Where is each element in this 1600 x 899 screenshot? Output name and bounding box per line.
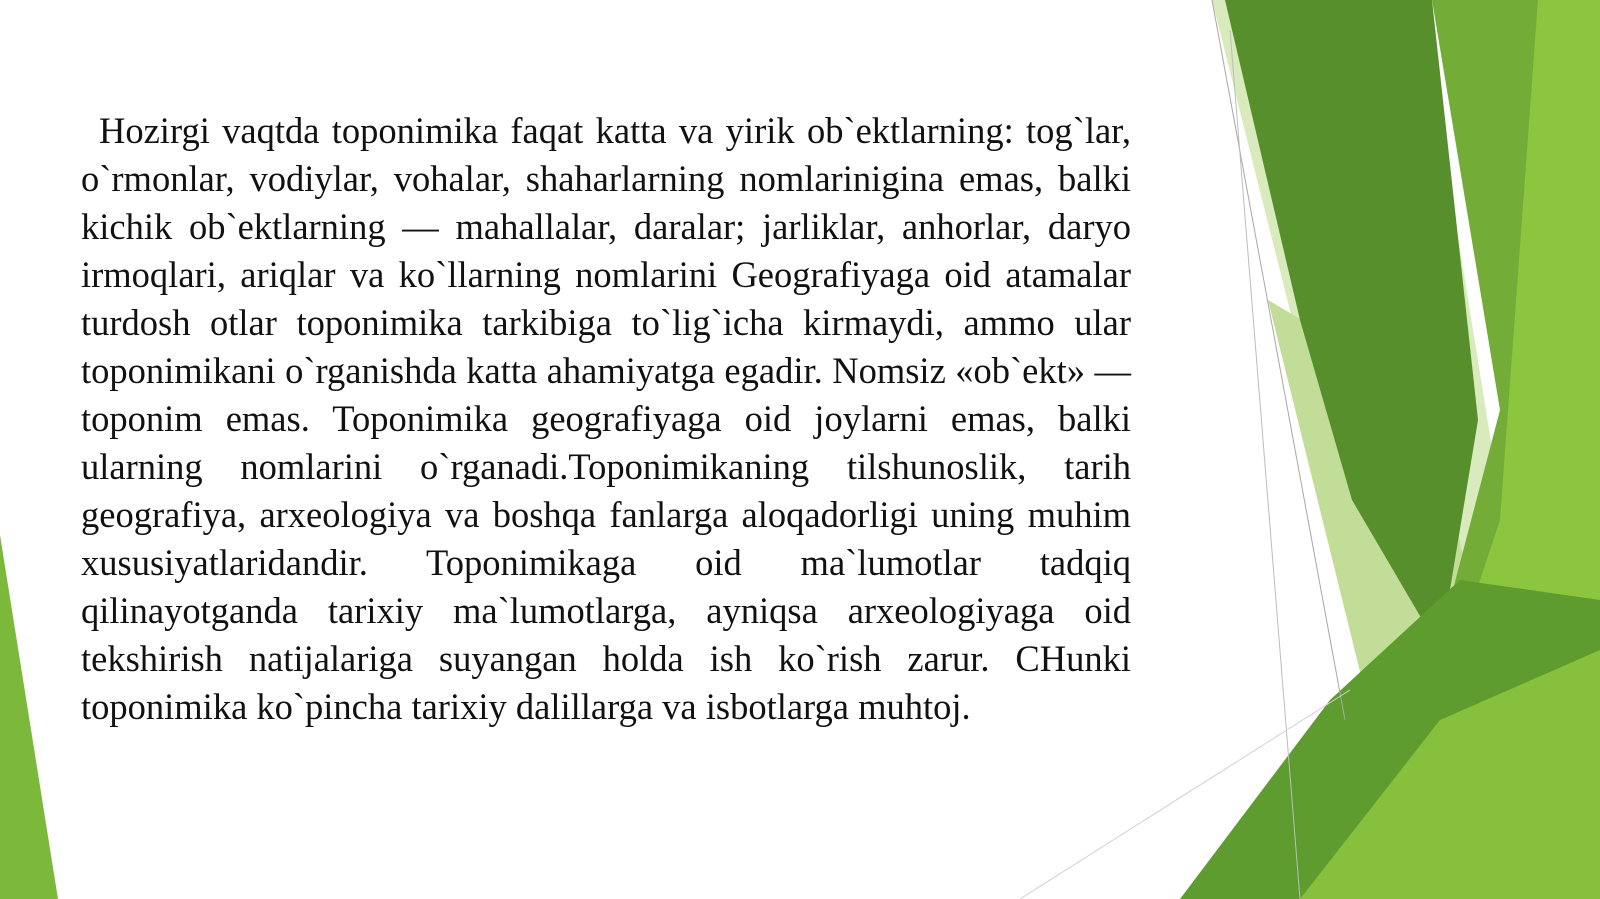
left-green-wedge	[0, 535, 58, 899]
slide-body-text: Hozirgi vaqtda toponimika faqat katta va yirik ob`ektlarning: tog`lar, o`rmonlar, vodiylar, vohalar, shaharlarning nomlarinigina emas, balki kichik ob`ektlarning — mahallalar, daralar; jarliklar, anhorlar, daryo irmoqlari, ariqlar va ko`llarning nomlarini Geografiyaga oid atamalar turdosh otlar toponimika tarkibiga to`lig`icha kirmaydi, ammo ular toponimikani o`rganishda katta ahamiyatga egadir. Nomsiz «ob`ekt» — toponim emas. Toponimika geografiyaga oid joylarni emas, balki ularning nomlarini o`rganadi.Toponimikaning tilshunoslik, tarih geografiya, arxeologiya va boshqa fanlarga aloqadorligi uning muhim xususiyatlaridandir. Toponimikaga oid ma`lumotlar tadqiq qilinayotganda tarixiy ma`lumotlarga, ayniqsa arxeologiyaga oid tekshirish natijalariga suyangan holda ish ko`rish zarur. CHunki toponimika ko`pincha tarixiy dalillarga va isbotlarga muhtoj.	[81, 110, 1131, 727]
